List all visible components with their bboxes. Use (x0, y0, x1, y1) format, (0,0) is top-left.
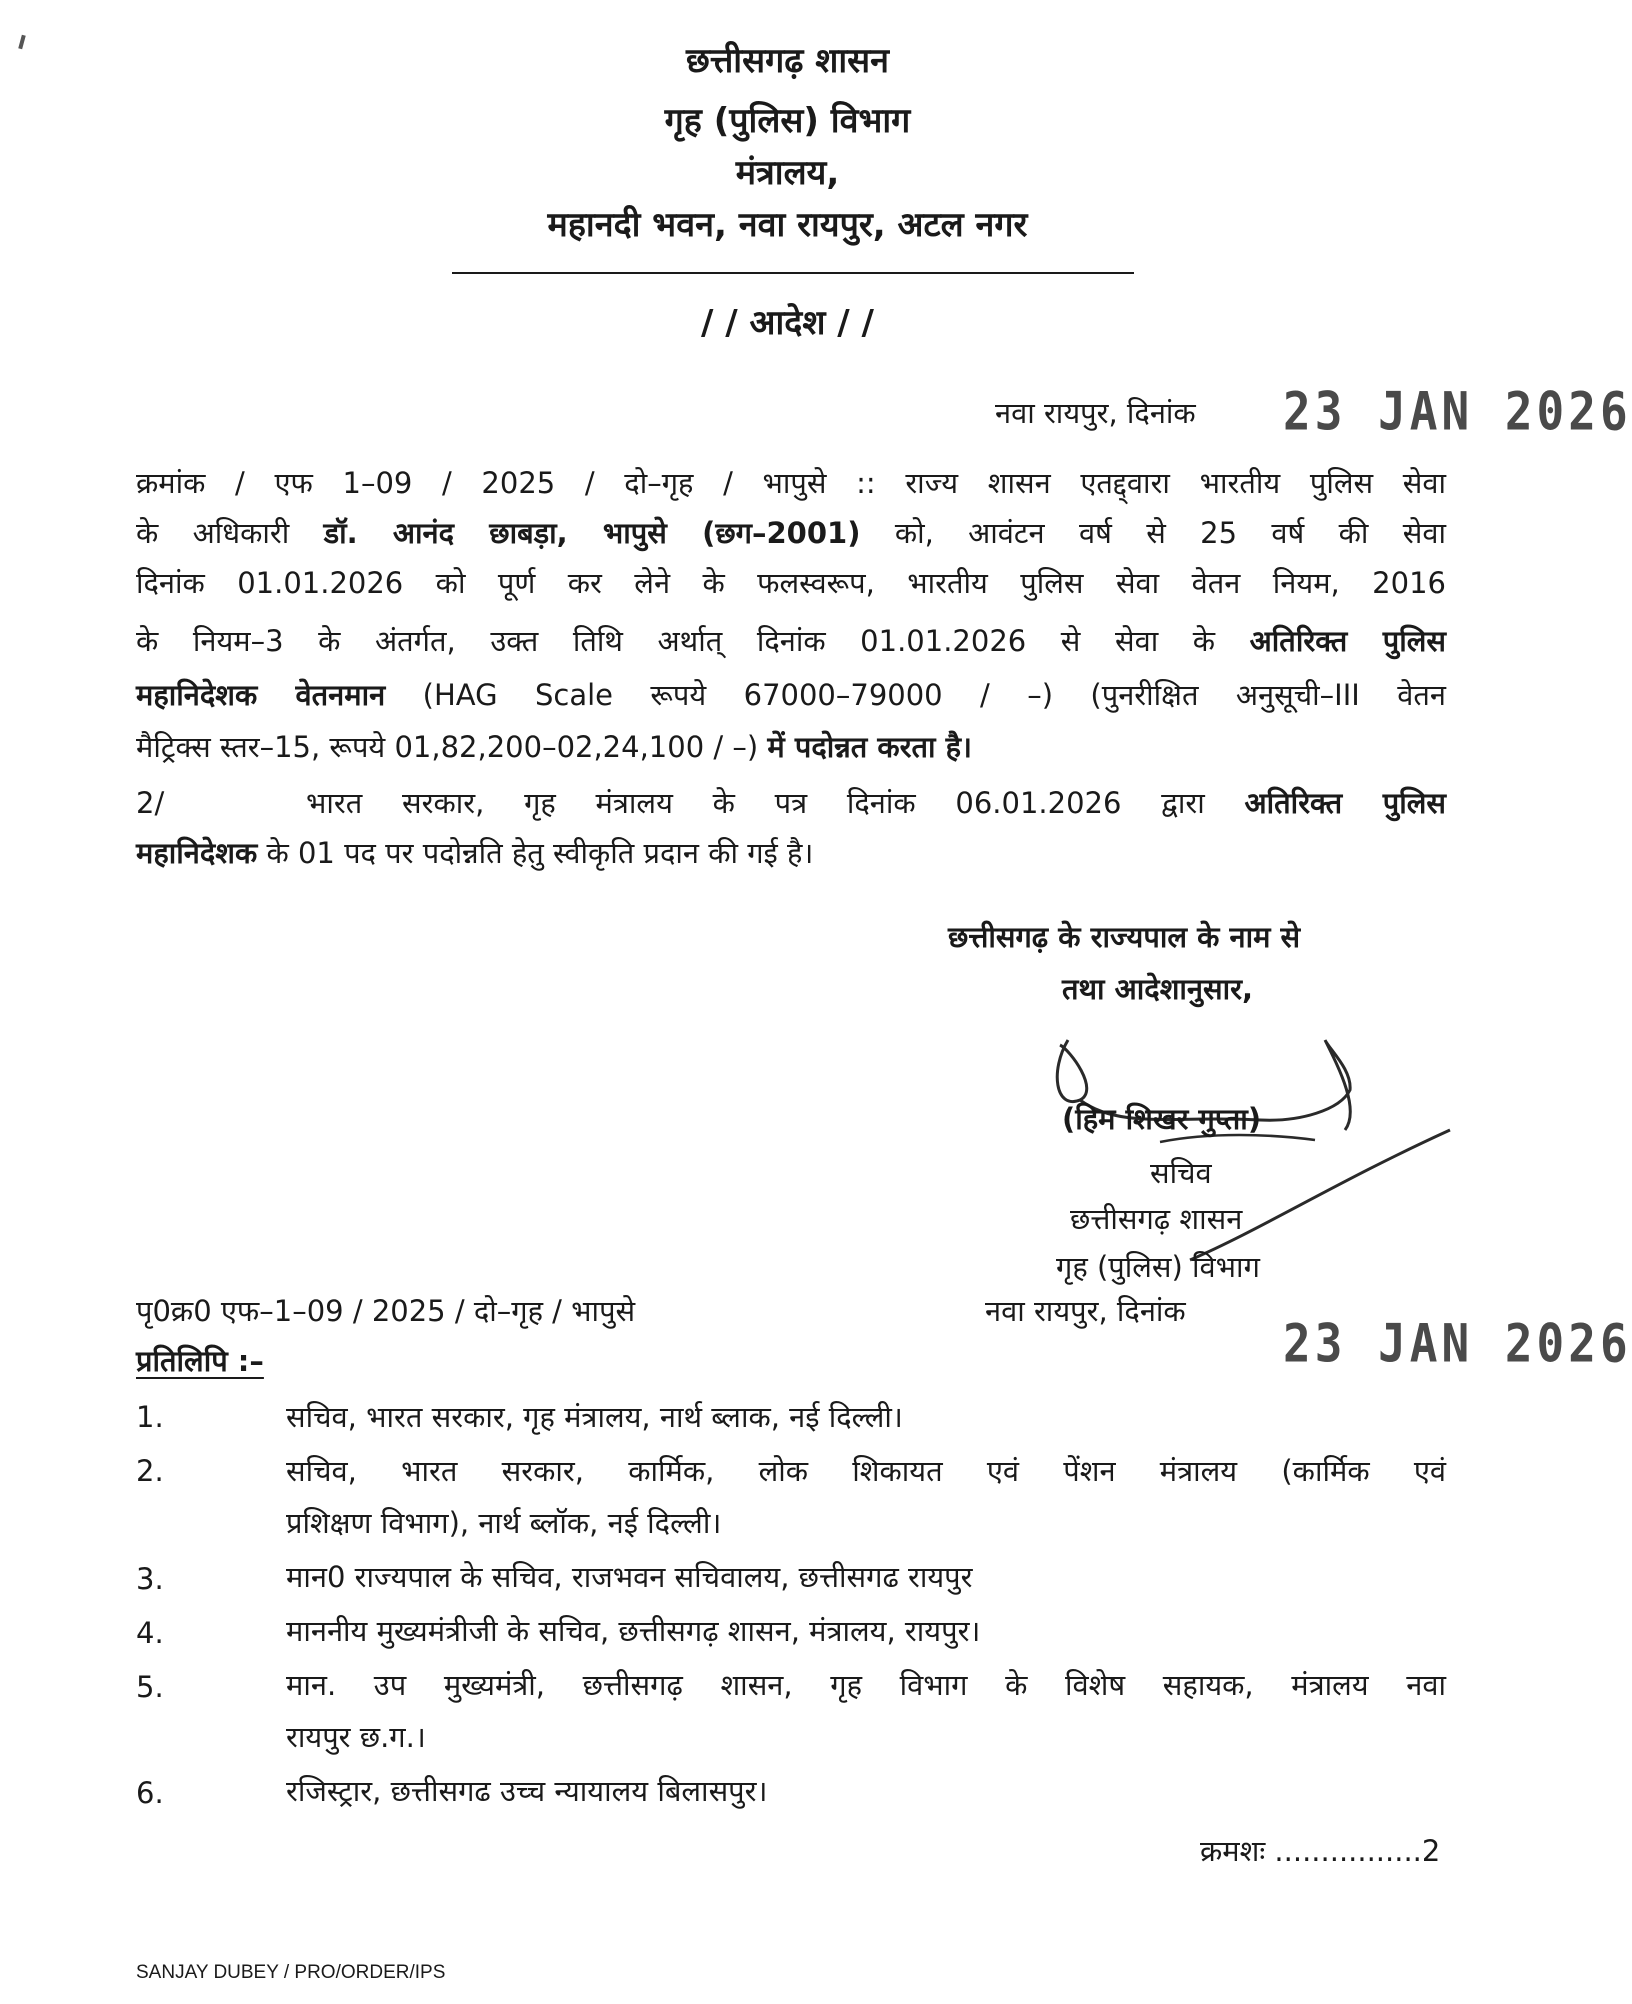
footer-reference: SANJAY DUBEY / PRO/ORDER/IPS (136, 1962, 446, 1983)
list-item: सचिव, भारत सरकार, गृह मंत्रालय, नार्थ ब्लाक, नई दिल्ली। (286, 1400, 903, 1434)
authority-line1: छत्तीसगढ़ के राज्यपाल के नाम से (948, 920, 1301, 954)
list-item-continuation: रायपुर छ.ग.। (286, 1720, 426, 1754)
header-department: गृह (पुलिस) विभाग (664, 101, 911, 141)
date-stamp: 23 JAN 2026 (1283, 379, 1632, 443)
signatory-org1: छत्तीसगढ़ शासन (1070, 1202, 1243, 1236)
list-item: रजिस्ट्रार, छत्तीसगढ उच्च न्यायालय बिलासपुर। (286, 1774, 768, 1808)
list-item: सचिव, भारत सरकार, कार्मिक, लोक शिकायत एवं पेंशन मंत्रालय (कार्मिक एवं (286, 1454, 1446, 1488)
list-item-number: 5. (136, 1670, 164, 1704)
signatory-designation: सचिव (1150, 1156, 1212, 1190)
para2-number: 2/ (136, 786, 165, 820)
para2-line1: भारत सरकार, गृह मंत्रालय के पत्र दिनांक 06.01.2026 द्वारा अतिरिक्त पुलिस (306, 786, 1446, 820)
authority-line2: तथा आदेशानुसार, (1062, 972, 1254, 1006)
list-item-number: 3. (136, 1562, 164, 1596)
continuation-marker: क्रमशः ................2 (1200, 1834, 1441, 1868)
para1-line3: दिनांक 01.01.2026 को पूर्ण कर लेने के फलस्वरूप, भारतीय पुलिस सेवा वेतन नियम, 2016 (136, 566, 1446, 600)
endorsement-date-label: नवा रायपुर, दिनांक (985, 1294, 1186, 1328)
endorsement-date-stamp: 23 JAN 2026 (1283, 1311, 1632, 1375)
header-ministry: मंत्रालय, (735, 153, 840, 193)
list-item-number: 1. (136, 1400, 164, 1434)
list-item-number: 2. (136, 1454, 164, 1488)
endorsement-ref: पृ0क्र0 एफ–1–09 / 2025 / दो–गृह / भापुसे (136, 1294, 636, 1328)
officer-name: डॉ. आनंद छाबड़ा, भापुसे (छग–2001) (323, 516, 861, 550)
date-label: नवा रायपुर, दिनांक (995, 396, 1196, 430)
para1-line4: के नियम–3 के अंतर्गत, उक्त तिथि अर्थात् दिनांक 01.01.2026 से सेवा के अतिरिक्त पुलिस (136, 624, 1446, 658)
list-item: मान. उप मुख्यमंत्री, छत्तीसगढ़ शासन, गृह विभाग के विशेष सहायक, मंत्रालय नवा (286, 1668, 1446, 1702)
list-item-number: 6. (136, 1776, 164, 1810)
para1-line6: मैट्रिक्स स्तर–15, रूपये 01,82,200–02,24,100 / –) में पदोन्नत करता है। (136, 730, 973, 764)
header-government: छत्तीसगढ़ शासन (685, 41, 890, 81)
para1-line5: महानिदेशक वेतनमान (HAG Scale रूपये 67000–79000 / –) (पुनरीक्षित अनुसूची–III वेतन (136, 678, 1446, 712)
list-item: मान0 राज्यपाल के सचिव, राजभवन सचिवालय, छत्तीसगढ रायपुर (286, 1560, 973, 1594)
signatory-name: (हिम शिखर गुप्ता) (1062, 1102, 1262, 1136)
para2-line2: महानिदेशक के 01 पद पर पदोन्नति हेतु स्वीकृति प्रदान की गई है। (136, 836, 814, 870)
list-item-continuation: प्रशिक्षण विभाग), नार्थ ब्लॉक, नई दिल्ली। (286, 1506, 722, 1540)
header-address: महानदी भवन, नवा रायपुर, अटल नगर (547, 205, 1028, 245)
signatory-org2: गृह (पुलिस) विभाग (1056, 1250, 1260, 1284)
header-divider (452, 272, 1134, 274)
para1-line2: के अधिकारी डॉ. आनंद छाबड़ा, भापुसे (छग–2001) को, आवंटन वर्ष से 25 वर्ष की सेवा (136, 516, 1446, 550)
list-item: माननीय मुख्यमंत्रीजी के सचिव, छत्तीसगढ़ शासन, मंत्रालय, रायपुर। (286, 1614, 981, 1648)
para1-line1: क्रमांक / एफ 1–09 / 2025 / दो–गृह / भापुसे :: राज्य शासन एतद्द्वारा भारतीय पुलिस सेवा (136, 466, 1446, 500)
copy-heading: प्रतिलिपि :– (136, 1344, 264, 1378)
order-title: / / आदेश / / (701, 303, 874, 343)
list-item-number: 4. (136, 1616, 164, 1650)
